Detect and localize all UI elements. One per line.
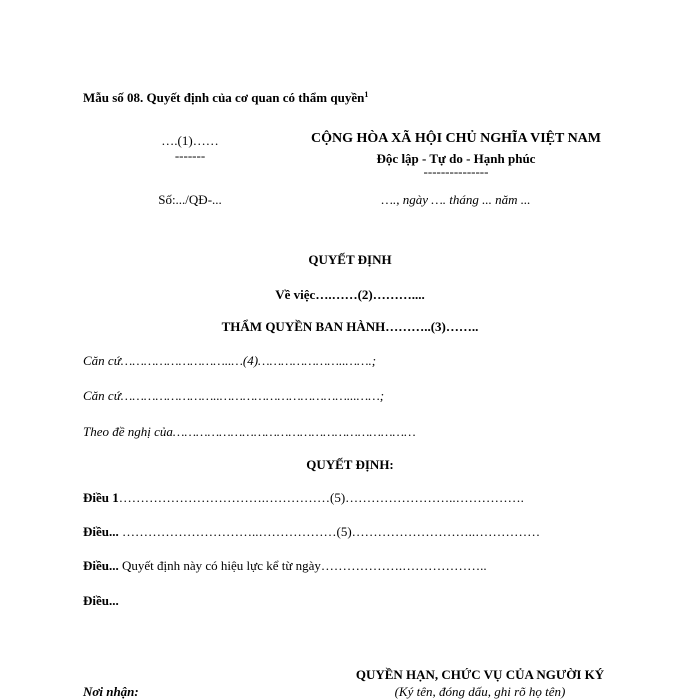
- agency-underline: -------: [174, 148, 206, 163]
- proposal-line: Theo đề nghị của………………………………………………………: [83, 424, 416, 439]
- article-effective: [83, 558, 487, 574]
- article-label: Điều 1: [83, 490, 119, 505]
- national-motto: Độc lập - Tự do - Hạnh phúc: [376, 151, 536, 166]
- article-label: Điều...: [83, 558, 119, 573]
- article-text: …………………………..………………(5)………………………..……………: [118, 524, 541, 539]
- document-subject: Về việc….……(2)………....: [275, 287, 425, 302]
- signature-note: (Ký tên, đóng dấu, ghi rõ họ tên): [394, 684, 566, 699]
- agency-name: ….(1)……: [161, 133, 219, 148]
- article-text: Quyết định này có hiệu lực kể từ ngày……………….………………..: [118, 558, 487, 573]
- basis-line: Căn cứ……………………..……………………………...……;: [83, 388, 385, 403]
- article-1: [83, 490, 524, 506]
- article-label: Điều...: [83, 524, 119, 539]
- form-title-text: Mẫu số 08. Quyết định của cơ quan có thẩm quyền: [83, 90, 365, 105]
- date-line: …., ngày …. tháng ... năm ...: [381, 192, 531, 207]
- article-text: …………………………….……………(5)……………………..…………….: [118, 490, 524, 505]
- article-label: Điều...: [83, 593, 119, 608]
- basis-line: Căn cứ………………………..…(4)…………………..…….;: [83, 353, 377, 368]
- article-last: [83, 593, 119, 609]
- national-underline: ---------------: [423, 164, 489, 179]
- form-title: [83, 90, 368, 106]
- document-number: Số:.../QĐ-...: [158, 192, 222, 207]
- decision-heading: QUYẾT ĐỊNH:: [306, 457, 394, 472]
- issuing-authority: THẨM QUYỀN BAN HÀNH………..(3)……..: [221, 319, 479, 334]
- document-title: QUYẾT ĐỊNH: [308, 252, 392, 267]
- signature-title: QUYỀN HẠN, CHỨC VỤ CỦA NGƯỜI KÝ: [355, 667, 605, 682]
- national-name: CỘNG HÒA XÃ HỘI CHỦ NGHĨA VIỆT NAM: [310, 131, 601, 146]
- article-2: [83, 524, 540, 540]
- footnote-marker[interactable]: 1: [364, 90, 369, 99]
- recipients-label: Nơi nhận:: [83, 684, 139, 699]
